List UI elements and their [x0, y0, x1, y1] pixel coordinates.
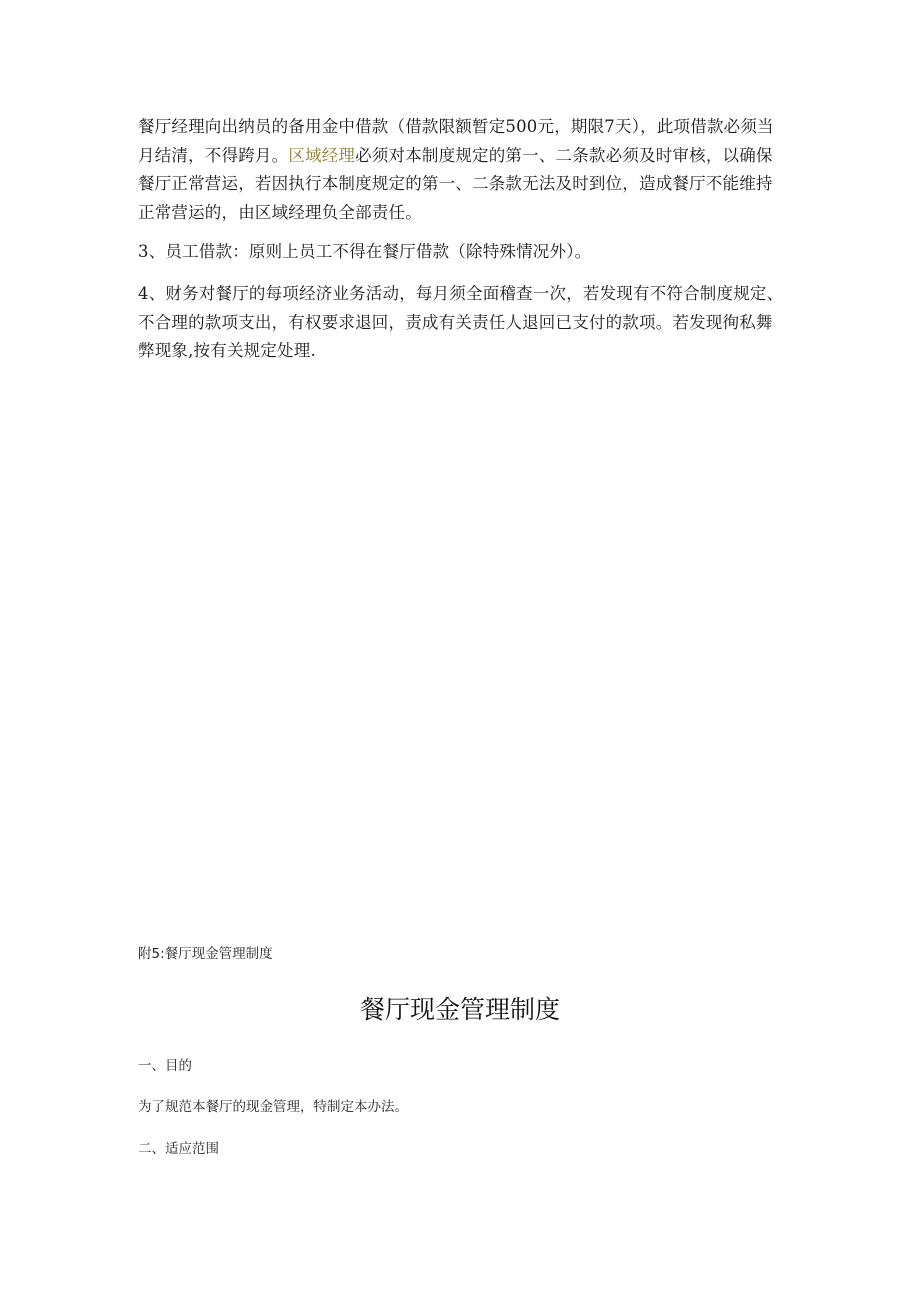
- section-heading-scope: 二、适应范围: [138, 1141, 219, 1157]
- purpose-text: 为了规范本餐厅的现金管理，特制定本办法。: [138, 1099, 408, 1115]
- section-heading-purpose: 一、目的: [138, 1058, 192, 1074]
- paragraph-finance-audit: 4、财务对餐厅的每项经济业务活动，每月须全面稽查一次，若发现有不符合制度规定、不合理的款项支出，有权要求退回，责成有关责任人退回已支付的款项。若发现徇私舞弊现象,按有关规定处理.: [138, 284, 784, 361]
- paragraph-text: 必须对本制度规定的第一、二条款必须及时审核，以确保餐厅正常营运，若因执行本制度规定的第一、二条款无法及时到位，造成餐厅不能维持正常营运的，由区域经理负全部责任。: [138, 145, 773, 222]
- regional-manager-link[interactable]: 区域经理: [288, 145, 356, 165]
- paragraph-employee-borrowing: 3、员工借款：原则上员工不得在餐厅借款（除特殊情况外）。: [138, 242, 592, 261]
- attachment-label: 附5:餐厅现金管理制度: [138, 946, 273, 962]
- document-title: 餐厅现金管理制度: [359, 995, 560, 1024]
- paragraph-borrowing-rules: [138, 113, 788, 227]
- paragraph-text: 餐厅经理向出纳员的备用金中借款（借款限额暂定500元，期限7天），此项借款必须当月结清，不得跨月。: [138, 117, 774, 165]
